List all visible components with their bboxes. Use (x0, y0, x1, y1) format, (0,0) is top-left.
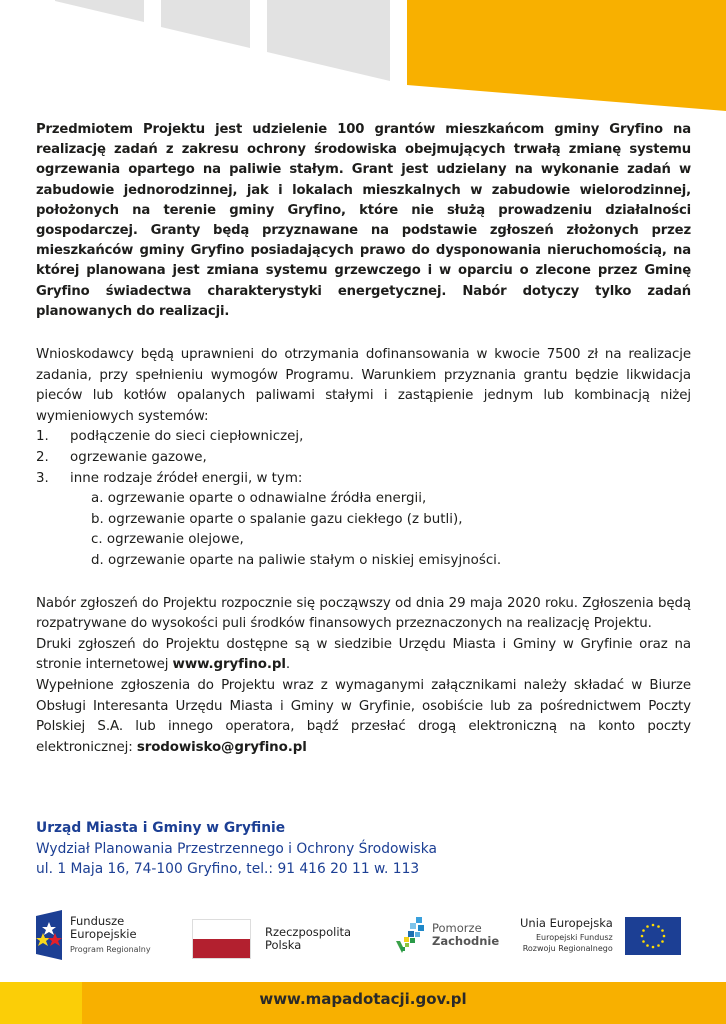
decor-shape-gray-3 (267, 0, 390, 81)
intro-paragraph: Przedmiotem Projektu jest udzielenie 100 grantów mieszkańcom gminy Gryfino na realizację zadań z zakresu ochrony środowiska obejmujących trwałą zmianę systemu ogrzewania opartego na paliwie stałym. Grant jest udzielany na wykonanie zadań w zabudowie jednorodzinnej, jak i lokalach mieszkalnych w zabudowie wielorodzinnej, położonych na terenie gminy Gryfino, które nie służą prowadzeniu działalności gospodarczej. Granty będą przyznawane na podstawie zgłoszeń złożonych przez mieszkańców gminy Gryfino posiadających prawo do dysponowania nieruchomością, na której planowana jest zmiana systemu grzewczego i w oparciu o zlecone przez Gminę Gryfino świadectwa charakterystyki energetycznej. Nabór dotyczy tylko zadań planowanych do realizacji. (36, 122, 691, 319)
sublist-item: a. ogrzewanie oparte o odnawialne źródła energii, (91, 491, 427, 507)
logo-unia-europejska: Unia Europejska Europejski Fundusz Rozwoju Regionalnego (520, 917, 681, 955)
eligibility-paragraph: Wnioskodawcy będą uprawnieni do otrzymania dofinansowania w kwocie 7500 zł na realizacje zadania, przy spełnieniu wymogów Programu. Warunkiem przyznania grantu będzie likwidacja pieców lub kotłów opalanych paliwami stałymi i zastąpienie jednym lub kombinacją niżej wymieniowych systemów: (36, 347, 691, 424)
pomorze-zachodnie-icon (396, 915, 428, 955)
logo-fundusze-europejskie: Fundusze Europejskie Program Regionalny (36, 910, 151, 960)
decor-shape-gray-2 (161, 0, 250, 48)
logo-rzeczpospolita-polska: Rzeczpospolita Polska (192, 919, 351, 959)
decor-shape-gray-1 (55, 0, 144, 22)
eu-flag-icon (625, 917, 681, 955)
main-content (36, 120, 691, 758)
footer-bar (0, 982, 726, 1024)
website-link[interactable]: www.gryfino.pl (172, 657, 286, 673)
contact-organization: Urząd Miasta i Gminy w Gryfinie (36, 820, 286, 836)
list-item: 2. ogrzewanie gazowe, (36, 450, 207, 465)
heating-systems-list (36, 427, 691, 571)
contact-block (36, 818, 437, 880)
sublist-item: b. ogrzewanie oparte o spalanie gazu ciekłego (z butli), (91, 511, 463, 527)
sublist-container (36, 489, 691, 571)
sublist-item: d. ogrzewanie oparte na paliwie stałym o niskiej emisyjności. (91, 552, 502, 568)
header-decoration (0, 0, 726, 112)
recruitment-start-paragraph: Nabór zgłoszeń do Projektu rozpocznie się począwszy od dnia 29 maja 2020 roku. Zgłoszenia będą rozpatrywane do wysokości puli środków finansowych przeznaczonych na realizację Projektu. (36, 595, 691, 632)
footer-url-link[interactable]: www.mapadotacji.gov.pl (259, 990, 467, 1008)
fundusze-europejskie-icon (36, 910, 62, 960)
contact-address: ul. 1 Maja 16, 74-100 Gryfino, tel.: 91 416 20 11 w. 113 (36, 861, 420, 877)
logo-bar (0, 905, 726, 965)
polish-flag-icon (192, 919, 251, 959)
list-item: 3. inne rodzaje źródeł energii, w tym: (36, 470, 303, 486)
logo-pomorze-zachodnie: Pomorze Zachodnie (396, 915, 499, 955)
decor-shape-orange (407, 0, 726, 111)
other-energy-sources-list (36, 489, 691, 571)
email-link[interactable]: srodowisko@gryfino.pl (136, 739, 307, 755)
sublist-item: c. ogrzewanie olejowe, (91, 532, 244, 548)
contact-department: Wydział Planowania Przestrzennego i Ochrony Środowiska (36, 840, 437, 857)
forms-availability-paragraph: Druki zgłoszeń do Projektu dostępne są w siedzibie Urzędu Miasta i Gminy w Gryfinie oraz na stronie internetowej www.gryfino.pl. (36, 636, 691, 673)
submission-paragraph: Wypełnione zgłoszenia do Projektu wraz z wymaganymi załącznikami należy składać w Biurze Obsługi Interesanta Urzędu Miasta i Gminy w Gryfinie, osobiście lub za pośrednictwem Poczty Polskiej S.A. lub innego operatora, bądź przesłać drogą elektroniczną na konto poczty elektronicznej: srodowisko@gryfino.pl (36, 677, 691, 755)
list-item: 1. podłączenie do sieci ciepłowniczej, (36, 429, 304, 445)
